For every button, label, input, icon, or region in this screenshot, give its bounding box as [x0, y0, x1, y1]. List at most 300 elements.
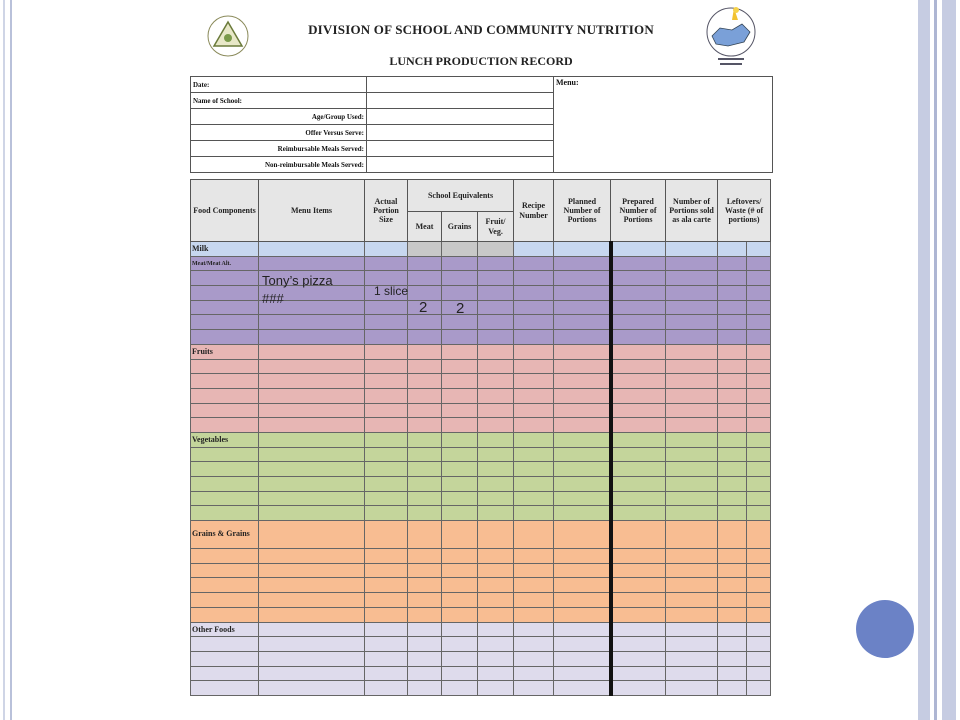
- table-cell[interactable]: [365, 491, 408, 506]
- table-cell[interactable]: [718, 593, 747, 608]
- table-cell[interactable]: [259, 315, 365, 330]
- table-cell[interactable]: [611, 622, 666, 637]
- table-cell[interactable]: [514, 462, 554, 477]
- table-cell[interactable]: [442, 432, 478, 447]
- table-cell[interactable]: [408, 607, 442, 622]
- table-cell[interactable]: [478, 432, 514, 447]
- table-cell[interactable]: [259, 521, 365, 549]
- table-cell[interactable]: [442, 271, 478, 286]
- table-cell[interactable]: [611, 256, 666, 271]
- table-cell[interactable]: [442, 521, 478, 549]
- table-cell[interactable]: [666, 447, 718, 462]
- table-cell[interactable]: [191, 374, 259, 389]
- table-cell[interactable]: [666, 432, 718, 447]
- table-cell[interactable]: [747, 563, 771, 578]
- table-cell[interactable]: [259, 651, 365, 666]
- table-cell[interactable]: [365, 563, 408, 578]
- table-cell[interactable]: [747, 330, 771, 345]
- table-cell[interactable]: [191, 651, 259, 666]
- table-cell[interactable]: [442, 359, 478, 374]
- table-cell[interactable]: [514, 651, 554, 666]
- table-cell[interactable]: [365, 315, 408, 330]
- table-cell[interactable]: [554, 344, 611, 359]
- table-cell[interactable]: [259, 491, 365, 506]
- table-cell[interactable]: [478, 666, 514, 681]
- table-cell[interactable]: [554, 462, 611, 477]
- table-cell[interactable]: [554, 563, 611, 578]
- table-cell[interactable]: [259, 403, 365, 418]
- slide-nav-circle-button[interactable]: [856, 600, 914, 658]
- table-cell[interactable]: [747, 666, 771, 681]
- table-cell[interactable]: [554, 388, 611, 403]
- table-cell[interactable]: [747, 403, 771, 418]
- table-cell[interactable]: [514, 549, 554, 564]
- table-cell[interactable]: [408, 563, 442, 578]
- table-cell[interactable]: [365, 403, 408, 418]
- table-cell[interactable]: [191, 563, 259, 578]
- table-cell[interactable]: [478, 418, 514, 433]
- table-cell[interactable]: [191, 637, 259, 652]
- table-cell[interactable]: [408, 622, 442, 637]
- table-cell[interactable]: [478, 315, 514, 330]
- table-cell[interactable]: [514, 330, 554, 345]
- grains-equivalent-entry[interactable]: 2: [456, 300, 465, 317]
- table-cell[interactable]: [514, 521, 554, 549]
- table-cell[interactable]: [408, 666, 442, 681]
- table-cell[interactable]: [554, 403, 611, 418]
- table-cell[interactable]: [666, 477, 718, 492]
- table-cell[interactable]: [514, 359, 554, 374]
- table-cell[interactable]: [408, 271, 442, 286]
- table-cell[interactable]: [666, 607, 718, 622]
- table-cell[interactable]: [365, 388, 408, 403]
- table-cell[interactable]: [442, 447, 478, 462]
- table-cell[interactable]: [666, 578, 718, 593]
- table-cell[interactable]: [442, 593, 478, 608]
- table-cell[interactable]: [259, 359, 365, 374]
- table-cell[interactable]: [514, 563, 554, 578]
- school-name-field[interactable]: [367, 93, 554, 109]
- table-cell[interactable]: [365, 593, 408, 608]
- table-cell[interactable]: [442, 256, 478, 271]
- table-cell[interactable]: [611, 607, 666, 622]
- table-cell[interactable]: [442, 651, 478, 666]
- table-cell[interactable]: [442, 315, 478, 330]
- table-cell[interactable]: [442, 462, 478, 477]
- table-cell[interactable]: [666, 300, 718, 315]
- table-cell[interactable]: [666, 563, 718, 578]
- table-cell[interactable]: [478, 578, 514, 593]
- table-cell[interactable]: [747, 681, 771, 696]
- table-cell[interactable]: [611, 666, 666, 681]
- table-cell[interactable]: [408, 521, 442, 549]
- table-cell[interactable]: [259, 374, 365, 389]
- table-cell[interactable]: [554, 432, 611, 447]
- date-field[interactable]: [367, 77, 554, 93]
- table-cell[interactable]: [442, 549, 478, 564]
- table-cell[interactable]: [666, 521, 718, 549]
- table-cell[interactable]: [554, 359, 611, 374]
- table-cell[interactable]: [611, 563, 666, 578]
- table-cell[interactable]: [747, 300, 771, 315]
- meat-equivalent-entry[interactable]: 2: [419, 299, 428, 316]
- table-cell[interactable]: [365, 477, 408, 492]
- table-cell[interactable]: [747, 242, 771, 257]
- table-cell[interactable]: [259, 447, 365, 462]
- table-cell[interactable]: [718, 651, 747, 666]
- table-cell[interactable]: [259, 477, 365, 492]
- table-cell[interactable]: [718, 432, 747, 447]
- portion-size-entry[interactable]: 1 slice: [374, 284, 409, 298]
- menu-field[interactable]: [554, 77, 773, 173]
- table-cell[interactable]: [554, 330, 611, 345]
- table-cell[interactable]: [514, 578, 554, 593]
- table-cell[interactable]: [611, 651, 666, 666]
- table-cell[interactable]: [259, 388, 365, 403]
- table-cell[interactable]: [747, 477, 771, 492]
- table-cell[interactable]: [408, 403, 442, 418]
- table-cell[interactable]: [408, 491, 442, 506]
- table-cell[interactable]: [191, 286, 259, 301]
- table-cell[interactable]: [514, 344, 554, 359]
- table-cell[interactable]: [408, 462, 442, 477]
- table-cell[interactable]: [514, 286, 554, 301]
- table-cell[interactable]: [747, 344, 771, 359]
- table-cell[interactable]: [747, 491, 771, 506]
- table-cell[interactable]: [666, 271, 718, 286]
- table-cell[interactable]: [666, 359, 718, 374]
- table-cell[interactable]: [611, 491, 666, 506]
- table-cell[interactable]: [554, 549, 611, 564]
- table-cell[interactable]: [611, 462, 666, 477]
- table-cell[interactable]: [611, 374, 666, 389]
- table-cell[interactable]: [554, 418, 611, 433]
- table-cell[interactable]: [747, 447, 771, 462]
- table-cell[interactable]: [259, 256, 365, 271]
- table-cell[interactable]: [718, 300, 747, 315]
- table-cell[interactable]: [478, 491, 514, 506]
- table-cell[interactable]: [514, 256, 554, 271]
- table-cell[interactable]: [611, 477, 666, 492]
- table-cell[interactable]: [718, 491, 747, 506]
- table-cell[interactable]: [554, 286, 611, 301]
- table-cell[interactable]: [442, 286, 478, 301]
- table-cell[interactable]: [718, 549, 747, 564]
- table-cell[interactable]: [442, 344, 478, 359]
- reimbursable-meals-field[interactable]: [367, 141, 554, 157]
- table-cell[interactable]: [747, 315, 771, 330]
- table-cell[interactable]: [191, 578, 259, 593]
- table-cell[interactable]: [365, 622, 408, 637]
- table-cell[interactable]: [611, 300, 666, 315]
- table-cell[interactable]: [666, 549, 718, 564]
- table-cell[interactable]: [554, 491, 611, 506]
- table-cell[interactable]: [611, 330, 666, 345]
- table-cell[interactable]: [478, 593, 514, 608]
- table-cell[interactable]: [666, 242, 718, 257]
- table-cell[interactable]: [365, 256, 408, 271]
- table-cell[interactable]: [718, 286, 747, 301]
- table-cell[interactable]: [478, 651, 514, 666]
- table-cell[interactable]: [478, 300, 514, 315]
- table-cell[interactable]: [259, 432, 365, 447]
- table-cell[interactable]: [718, 242, 747, 257]
- table-cell[interactable]: [259, 563, 365, 578]
- table-cell[interactable]: [478, 477, 514, 492]
- table-cell[interactable]: [747, 462, 771, 477]
- table-cell[interactable]: [191, 388, 259, 403]
- table-cell[interactable]: [478, 607, 514, 622]
- table-cell[interactable]: [718, 477, 747, 492]
- table-cell[interactable]: [259, 666, 365, 681]
- table-cell[interactable]: [442, 403, 478, 418]
- table-cell[interactable]: [747, 578, 771, 593]
- table-cell[interactable]: [666, 637, 718, 652]
- table-cell[interactable]: [611, 432, 666, 447]
- table-cell[interactable]: [365, 506, 408, 521]
- table-cell[interactable]: [611, 286, 666, 301]
- table-cell[interactable]: [666, 666, 718, 681]
- table-cell[interactable]: [191, 506, 259, 521]
- table-cell[interactable]: [478, 462, 514, 477]
- table-cell[interactable]: [611, 388, 666, 403]
- table-cell[interactable]: [514, 403, 554, 418]
- table-cell[interactable]: [478, 622, 514, 637]
- table-cell[interactable]: [442, 637, 478, 652]
- table-cell[interactable]: [478, 637, 514, 652]
- table-cell[interactable]: [478, 447, 514, 462]
- table-cell[interactable]: [365, 607, 408, 622]
- table-cell[interactable]: [554, 477, 611, 492]
- table-cell[interactable]: [478, 359, 514, 374]
- table-cell[interactable]: [478, 521, 514, 549]
- table-cell[interactable]: [747, 418, 771, 433]
- table-cell[interactable]: [442, 374, 478, 389]
- table-cell[interactable]: [191, 477, 259, 492]
- table-cell[interactable]: [191, 666, 259, 681]
- table-cell[interactable]: [365, 242, 408, 257]
- table-cell[interactable]: [554, 447, 611, 462]
- table-cell[interactable]: [514, 447, 554, 462]
- table-cell[interactable]: [611, 271, 666, 286]
- table-cell[interactable]: [747, 374, 771, 389]
- table-cell[interactable]: [718, 271, 747, 286]
- table-cell[interactable]: [718, 374, 747, 389]
- table-cell[interactable]: [554, 578, 611, 593]
- table-cell[interactable]: [191, 359, 259, 374]
- table-cell[interactable]: [514, 622, 554, 637]
- table-cell[interactable]: [514, 506, 554, 521]
- table-cell[interactable]: [718, 315, 747, 330]
- table-cell[interactable]: [514, 271, 554, 286]
- table-cell[interactable]: [747, 432, 771, 447]
- table-cell[interactable]: [611, 578, 666, 593]
- table-cell[interactable]: [747, 271, 771, 286]
- table-cell[interactable]: [666, 622, 718, 637]
- table-cell[interactable]: [611, 593, 666, 608]
- table-cell[interactable]: [365, 447, 408, 462]
- table-cell[interactable]: [611, 242, 666, 257]
- table-cell[interactable]: [747, 549, 771, 564]
- table-cell[interactable]: [666, 388, 718, 403]
- table-cell[interactable]: [191, 462, 259, 477]
- table-cell[interactable]: [259, 607, 365, 622]
- table-cell[interactable]: [666, 344, 718, 359]
- table-cell[interactable]: [718, 344, 747, 359]
- table-cell[interactable]: [666, 418, 718, 433]
- table-cell[interactable]: [747, 607, 771, 622]
- table-cell[interactable]: [191, 330, 259, 345]
- table-cell[interactable]: [554, 521, 611, 549]
- table-cell[interactable]: [611, 521, 666, 549]
- table-cell[interactable]: [514, 432, 554, 447]
- table-cell[interactable]: [408, 549, 442, 564]
- table-cell[interactable]: [442, 388, 478, 403]
- table-cell[interactable]: [611, 506, 666, 521]
- table-cell[interactable]: [259, 622, 365, 637]
- table-cell[interactable]: [554, 271, 611, 286]
- table-cell[interactable]: [442, 622, 478, 637]
- table-cell[interactable]: [611, 549, 666, 564]
- table-cell[interactable]: [554, 256, 611, 271]
- table-cell[interactable]: [514, 477, 554, 492]
- table-cell[interactable]: [747, 637, 771, 652]
- table-cell[interactable]: [611, 637, 666, 652]
- table-cell[interactable]: [191, 447, 259, 462]
- table-cell[interactable]: [478, 563, 514, 578]
- table-cell[interactable]: [408, 578, 442, 593]
- table-cell[interactable]: [514, 593, 554, 608]
- table-cell[interactable]: [514, 418, 554, 433]
- table-cell[interactable]: [191, 418, 259, 433]
- table-cell[interactable]: [747, 359, 771, 374]
- table-cell[interactable]: [611, 344, 666, 359]
- table-cell[interactable]: [365, 418, 408, 433]
- table-cell[interactable]: [365, 666, 408, 681]
- table-cell[interactable]: [666, 593, 718, 608]
- table-cell[interactable]: [442, 578, 478, 593]
- table-cell[interactable]: [478, 330, 514, 345]
- table-cell[interactable]: [408, 506, 442, 521]
- table-cell[interactable]: [365, 637, 408, 652]
- table-cell[interactable]: [191, 403, 259, 418]
- table-cell[interactable]: [611, 315, 666, 330]
- table-cell[interactable]: [191, 300, 259, 315]
- table-cell[interactable]: [191, 681, 259, 696]
- table-cell[interactable]: [747, 256, 771, 271]
- table-cell[interactable]: [259, 344, 365, 359]
- table-cell[interactable]: [718, 447, 747, 462]
- table-cell[interactable]: [365, 432, 408, 447]
- table-cell[interactable]: [554, 622, 611, 637]
- table-cell[interactable]: [718, 403, 747, 418]
- table-cell[interactable]: [408, 315, 442, 330]
- table-cell[interactable]: [666, 315, 718, 330]
- table-cell[interactable]: [666, 403, 718, 418]
- table-cell[interactable]: [442, 681, 478, 696]
- table-cell[interactable]: [478, 549, 514, 564]
- table-cell[interactable]: [718, 637, 747, 652]
- non-reimbursable-meals-field[interactable]: [367, 157, 554, 173]
- table-cell[interactable]: [259, 578, 365, 593]
- table-cell[interactable]: [365, 359, 408, 374]
- table-cell[interactable]: [611, 359, 666, 374]
- table-cell[interactable]: [408, 593, 442, 608]
- table-cell[interactable]: [554, 315, 611, 330]
- table-cell[interactable]: [365, 521, 408, 549]
- offer-versus-serve-field[interactable]: [367, 125, 554, 141]
- table-cell[interactable]: [514, 388, 554, 403]
- table-cell[interactable]: [718, 256, 747, 271]
- table-cell[interactable]: [408, 344, 442, 359]
- table-cell[interactable]: [718, 359, 747, 374]
- table-cell[interactable]: [365, 344, 408, 359]
- table-cell[interactable]: [191, 315, 259, 330]
- table-cell[interactable]: [718, 506, 747, 521]
- table-cell[interactable]: [442, 666, 478, 681]
- table-cell[interactable]: [554, 242, 611, 257]
- table-cell[interactable]: [666, 681, 718, 696]
- table-cell[interactable]: [554, 651, 611, 666]
- table-cell[interactable]: [259, 549, 365, 564]
- table-cell[interactable]: [259, 242, 365, 257]
- table-cell[interactable]: [554, 593, 611, 608]
- table-cell[interactable]: [554, 607, 611, 622]
- table-cell[interactable]: [718, 607, 747, 622]
- table-cell[interactable]: [408, 447, 442, 462]
- table-cell[interactable]: [747, 506, 771, 521]
- table-cell[interactable]: [514, 374, 554, 389]
- table-cell[interactable]: [365, 330, 408, 345]
- table-cell[interactable]: [514, 607, 554, 622]
- table-cell[interactable]: [259, 462, 365, 477]
- age-group-field[interactable]: [367, 109, 554, 125]
- table-cell[interactable]: [442, 506, 478, 521]
- table-cell[interactable]: [514, 681, 554, 696]
- table-cell[interactable]: [442, 330, 478, 345]
- table-cell[interactable]: [514, 242, 554, 257]
- table-cell[interactable]: [718, 330, 747, 345]
- table-cell[interactable]: [747, 388, 771, 403]
- table-cell[interactable]: [718, 418, 747, 433]
- table-cell[interactable]: [718, 521, 747, 549]
- table-cell[interactable]: [408, 681, 442, 696]
- table-cell[interactable]: [259, 330, 365, 345]
- table-cell[interactable]: [666, 506, 718, 521]
- table-cell[interactable]: [666, 330, 718, 345]
- table-cell[interactable]: [554, 506, 611, 521]
- table-cell[interactable]: [478, 388, 514, 403]
- table-cell[interactable]: [408, 418, 442, 433]
- table-cell[interactable]: [514, 666, 554, 681]
- table-cell[interactable]: [478, 286, 514, 301]
- table-cell[interactable]: [408, 374, 442, 389]
- table-cell[interactable]: [747, 593, 771, 608]
- table-cell[interactable]: [259, 506, 365, 521]
- table-cell[interactable]: [408, 388, 442, 403]
- table-cell[interactable]: [191, 271, 259, 286]
- table-cell[interactable]: [408, 330, 442, 345]
- table-cell[interactable]: [554, 637, 611, 652]
- table-cell[interactable]: [718, 622, 747, 637]
- table-cell[interactable]: [514, 315, 554, 330]
- table-cell[interactable]: [259, 593, 365, 608]
- table-cell[interactable]: [554, 681, 611, 696]
- table-cell[interactable]: [611, 447, 666, 462]
- table-cell[interactable]: [747, 651, 771, 666]
- table-cell[interactable]: [747, 521, 771, 549]
- table-cell[interactable]: [365, 300, 408, 315]
